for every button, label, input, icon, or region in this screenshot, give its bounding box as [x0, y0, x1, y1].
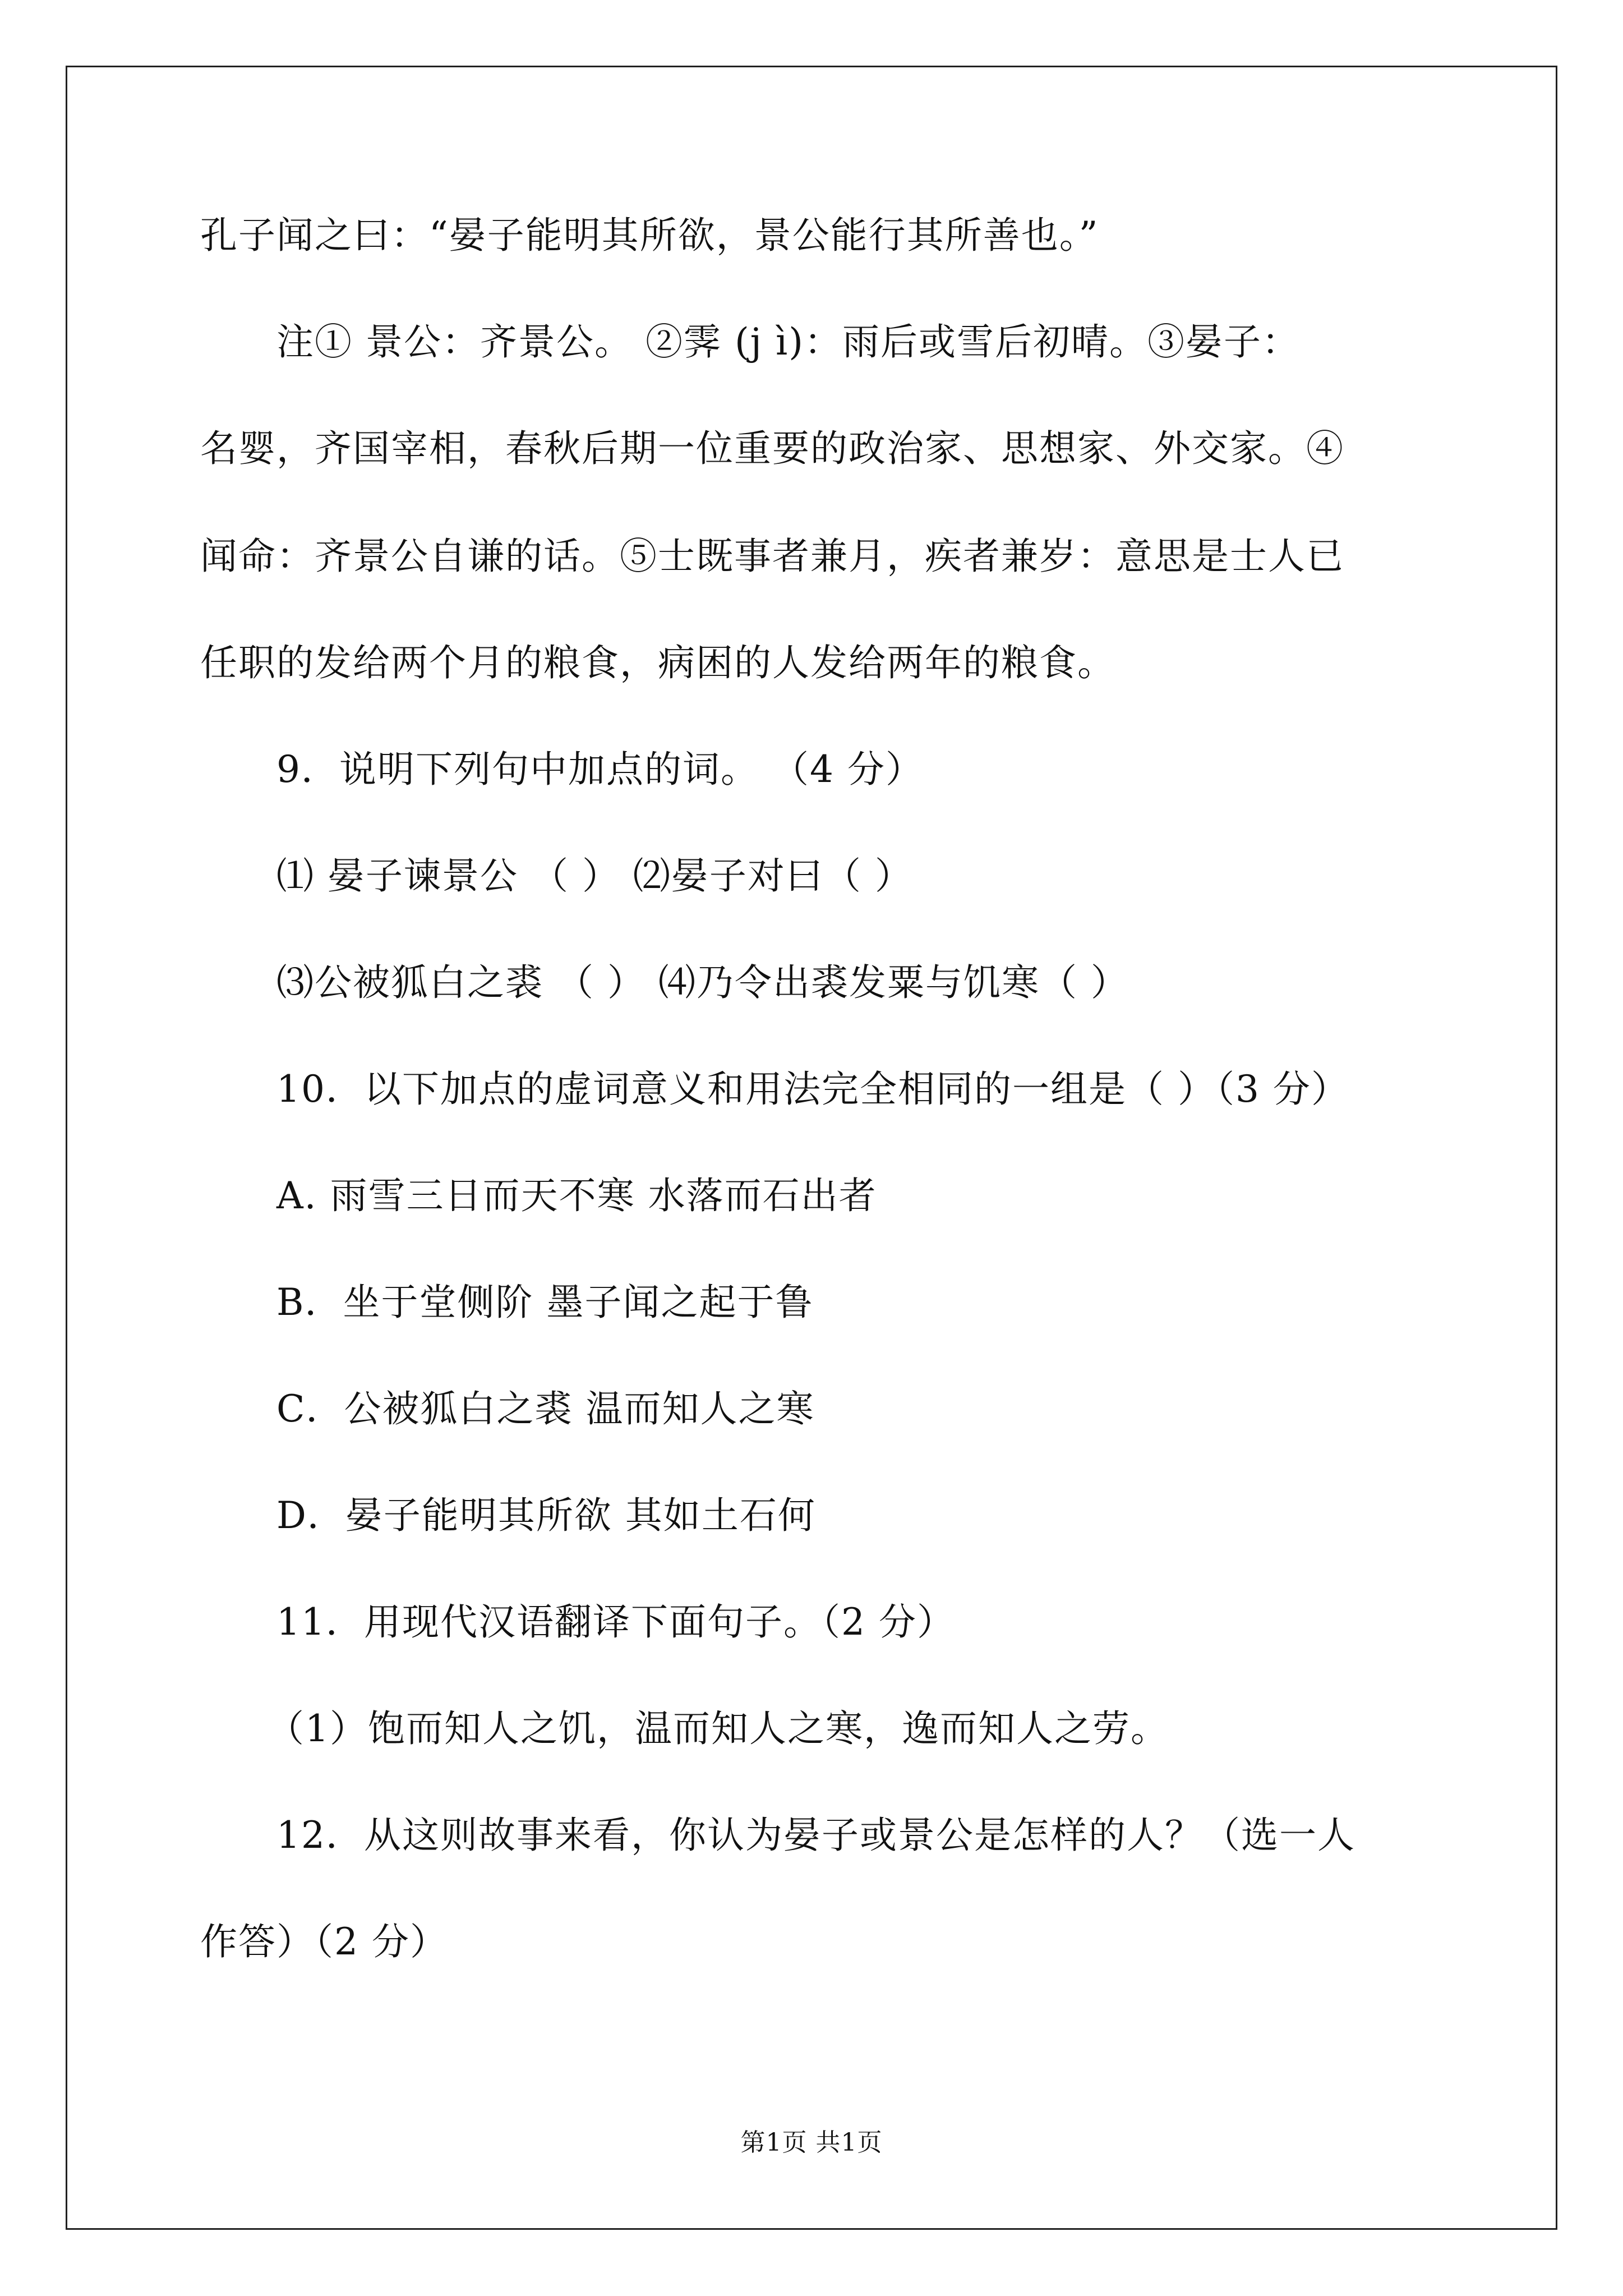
- annotation-line-1: 注① 景公：齐景公。 ②霁 (j ì)：雨后或雪后初晴。③晏子：: [276, 320, 1300, 364]
- question-11: 11．用现代汉语翻译下面句子。（2 分）: [276, 1600, 955, 1644]
- question-10-option-c: C．公被狐白之裘 温而知人之寒: [276, 1387, 815, 1430]
- question-10: 10．以下加点的虚词意义和用法完全相同的一组是（ ）（3 分）: [276, 1068, 1349, 1111]
- page-border: [66, 66, 1557, 2230]
- annotation-line-3: 闻命：齐景公自谦的话。⑤士既事者兼月，疾者兼岁：意思是士人已: [200, 535, 1344, 578]
- question-10-option-b: B．坐于堂侧阶 墨子闻之起于鲁: [276, 1281, 814, 1324]
- question-11-sentence: （1）饱而知人之饥，温而知人之寒，逸而知人之劳。: [267, 1707, 1169, 1750]
- question-9-items-3-4: ⑶公被狐白之裘 （ ） ⑷乃令出裘发粟与饥寒（ ）: [276, 961, 1129, 1004]
- question-9-items-1-2: ⑴ 晏子谏景公 （ ） ⑵晏子对曰（ ）: [276, 854, 913, 898]
- page-footer: 第1页 共1页: [740, 2128, 883, 2157]
- annotation-line-4: 任职的发给两个月的粮食，病困的人发给两年的粮食。: [200, 641, 1115, 684]
- question-9: 9．说明下列句中加点的词。 （4 分）: [276, 748, 924, 791]
- question-10-option-d: D．晏子能明其所欲 其如土石何: [276, 1494, 816, 1537]
- annotation-line-2: 名婴，齐国宰相，春秋后期一位重要的政治家、思想家、外交家。④: [200, 427, 1344, 470]
- question-12: 12．从这则故事来看，你认为晏子或景公是怎样的人？（选一人: [276, 1814, 1355, 1857]
- text-line-1: 孔子闻之曰：“晏子能明其所欲，景公能行其所善也。”: [200, 214, 1099, 257]
- question-12-continued: 作答）（2 分）: [200, 1920, 448, 1963]
- question-10-option-a: A. 雨雪三日而天不寒 水落而石出者: [276, 1174, 877, 1217]
